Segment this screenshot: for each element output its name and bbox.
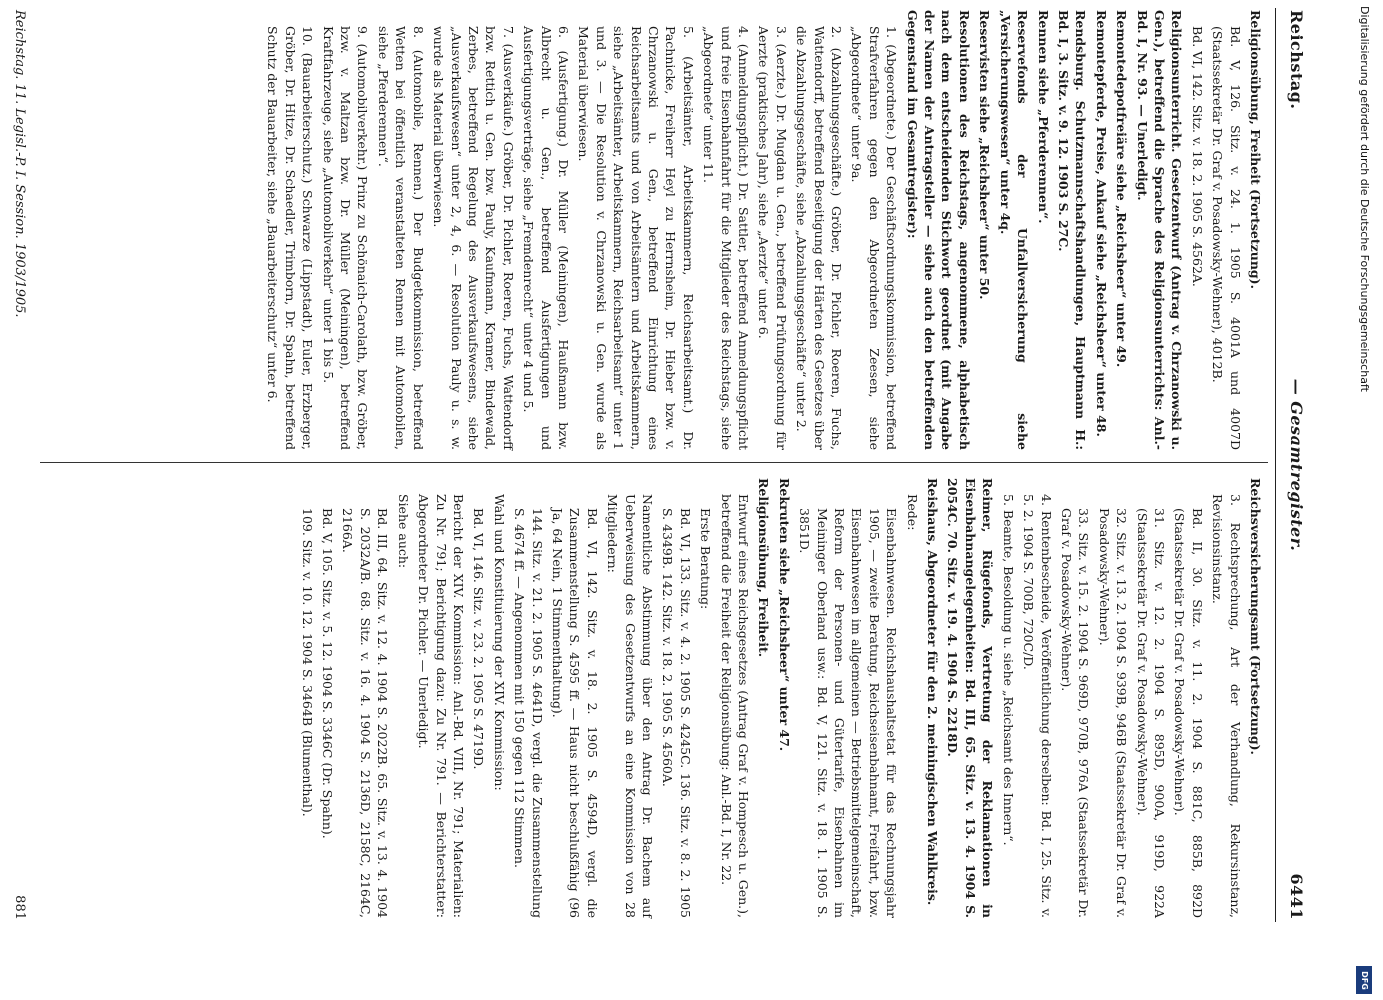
register-entry: Bd. II, 30. Sitz. v. 11. 2. 1904 S. 881C, 885B, 892D (Staatssekretär Dr. Graf v. Posadowsky-Wehner). (1172, 508, 1205, 918)
register-entry: Religionsübung, Freiheit (Fortsetzung). (1248, 10, 1263, 289)
credit-text: Digitalisierung gefördert durch die Deutsche Forschungsgemeinschaft (1358, 6, 1371, 392)
right-column (295, 478, 1264, 918)
register-entry: 9. (Automobilverkehr.) Prinz zu Schönaich-Carolath, bzw. Gröber, bzw. v. Maltzan bzw. Dr. Müller (Meiningen), betreffend Kraftfahrzeuge, siehe „Automobilverkehr“ unter 1 bis 5. (320, 26, 371, 450)
register-entry: Erste Beratung: (698, 508, 714, 610)
register-entry: 1. (Abgeordnete.) Der Geschäftsordnungskommission, betreffend Strafverfahren gegen den Abgeordneten Zeesen, siehe „Abgeordnete“ unter 9a. (849, 26, 900, 450)
register-entry: 33. Sitz. v. 15. 2. 1904 S. 969D, 970B, 976A (Staatssekretär Dr. Graf v. Posadowsky-Wehner). (1058, 508, 1092, 918)
register-entry: Bd. III, 64. Sitz. v. 12. 4. 1904 S. 2022B. 65. Sitz. v. 13. 4. 1904 S. 2032A/B. 68. Sitz. v. 16. 4. 1904 S. 2136D, 2158C, 2164C, 2166A. (340, 508, 391, 918)
register-entry: Religionsunterricht. Gesetzentwurf (Antrag v. Chrzanowski u. Gen.), betreffend die Sprache des Religionsunterrichts: Anl.-Bd. I, Nr. 93. — Unerledigt. (1134, 10, 1185, 450)
register-entry: Reservisten siehe „Reichsheer“ unter 50. (977, 10, 993, 300)
register-entry: 4. (Anmeldungspflicht.) Dr. Sattler, betreffend Anmeldungspflicht und freie Eisenbahnfahrt für die Mitglieder des Reichstags, siehe „Abgeordnete“ unter 11. (701, 26, 752, 450)
register-entry: 6. (Ausfertigung.) Dr. Müller (Meiningen), Haußmann bzw. Albrecht u. Gen., betreffend Ausfertigungen und Ausfertigungsverträge, siehe „Fremdenrecht“ unter 4 und 5. (521, 26, 571, 450)
register-entry: Bd. VI, 142. Sitz. v. 18. 2. 1905 S. 4562A. (1189, 26, 1205, 287)
register-entry: Rendsburg. Schutzmannschaftshandlungen, Hauptmann H.: Bd. I, 3. Sitz. v. 9. 12. 1903 S. 27C. (1055, 10, 1089, 450)
register-entry: 7. (Ausverkäufe.) Gröber, Dr. Pichler, Roeren, Fuchs, Wattendorff bzw. Rettich u. Gen. bzw. Pauly, Kaufmann, Kramer, Bindewald, Zerbes, betreffend Regelung des Ausverkaufswesens, siehe „Ausverkaufswesen“ unter 2, 4, 6. — Resolution Pauly u. s. w. wurde als Material überwiesen. (431, 26, 516, 450)
dfg-logo-text: DFG (1359, 970, 1369, 990)
register-entry: Rede: (904, 494, 920, 531)
register-entry: 3. (Aerzte.) Dr. Mugdan u. Gen., betreffend Prüfungsordnung für Aerzte (praktisches Jahr), siehe „Aerzte“ unter 6. (756, 26, 789, 450)
running-head-center: — Gesamtregister. (1287, 378, 1306, 552)
footer-imprint: Reichstag. 11. Legisl.-P. I. Session. 1903/1905. (12, 10, 27, 318)
register-entry: Reichsversicherungsamt (Fortsetzung). (1248, 478, 1263, 755)
register-entry: Resolutionen des Reichstags, angenommene, alphabetisch nach dem entscheidenden Stichwort geordnet (mit Angabe der Namen der Antragsteller — siehe auch den betreffenden Gegenstand im Gesamtregister): (904, 10, 972, 450)
register-entry: Wahl und Konstituierung der XIV. Kommission: (491, 494, 507, 791)
register-entry: Bericht der XIV. Kommission: Anl.-Bd. VIII, Nr. 791; Materialien: Zu Nr. 791; Berichtigung dazu: Zu Nr. 791. — Berichterstatter: Abgeordneter Dr. Pichler. — Unerledigt. (416, 494, 466, 918)
register-entry: 4. Rentenbescheide, Veröffentlichung derselben: Bd. I, 25. Sitz. v. 5. 2. 1904 S. 700B, 720C/D. (1021, 494, 1054, 918)
register-entry: 5. Beamte, Besoldung u. siehe „Reichsamt des Innern“. (1000, 494, 1016, 846)
register-entry: Remontepferde, Preise, Ankauf siehe „Reichsheer“ unter 48. (1093, 10, 1109, 437)
register-entry: Namentliche Abstimmung über den Antrag Dr. Bachem auf Ueberweisung des Gesetzentwurfs an eine Kommission von 28 Mitgliedern: (605, 494, 655, 918)
column-divider (40, 462, 1268, 463)
register-entry: Reservefonds der Unfallversicherung siehe „Versicherungswesen“ unter 4q. (997, 10, 1031, 450)
register-entry: 144. Sitz. v. 21. 2. 1905 S. 4641D, vergl. die Zusammenstellung S. 4674 ff. — Angenommen mit 150 gegen 112 Stimmen. (512, 508, 545, 918)
header-rule (1275, 8, 1276, 922)
register-entry: 109. Sitz. v. 10. 12. 1904 S. 3464B (Blumenthal). (299, 508, 315, 817)
running-head-left: Reichstag. (1287, 10, 1306, 110)
register-entry: Siehe auch: (395, 494, 411, 569)
register-entry: 5. (Arbeitsämter, Arbeitskammern, Reichsarbeitsamt.) Dr. Pachnicke, Freiherr Heyl zu Herrnsheim, Dr. Hieber bzw. v. Chrzanowski u. Gen., betreffend Einrichtung eines Reichsarbeitsamts und von Arbeitsämtern und Arbeitskammern, siehe „Arbeitsämter, Arbeitskammern, Reichsarbeitsamt“ unter 1 und 3. — Die Resolution v. Chrzanowski u. Gen. wurde als Material überwiesen. (576, 26, 696, 450)
register-entry: Entwurf eines Reichsgesetzes (Antrag Graf v. Hompesch u. Gen.), betreffend die Freiheit der Religionsübung: Anl.-Bd. I, Nr. 22. (718, 494, 752, 918)
register-entry: 10. (Bauarbeiterschutz.) Schwarze (Lippstadt), Euler, Erzberger, Gröber, Dr. Hitze, Dr. Schaedler, Trimborn, Dr. Spahn, betreffend Schutz der Bauarbeiter, siehe „Bauarbeiterschutz“ unter 6. (265, 26, 316, 450)
register-entry: Religionsübung, Freiheit. (756, 478, 772, 658)
digitization-credit (1352, 0, 1376, 1000)
register-entry: Rekruten siehe „Reichsheer“ unter 47. (776, 478, 792, 752)
register-entry: 2. (Abzahlungsgeschäfte.) Gröber, Dr. Pichler, Roeren, Fuchs, Wattendorff, betreffend Beseitigung der Härten des Gesetzes über die Abzahlungsgeschäfte, siehe „Abzahlungsgeschäfte“ unter 2. (794, 26, 845, 450)
register-entry: Bd. V, 105. Sitz. v. 5. 12. 1904 S. 3346C (Dr. Spahn). (320, 508, 336, 839)
register-entry: Reishaus, Abgeordneter für den 2. meiningischen Wahlkreis. (925, 478, 941, 906)
register-entry: 3. Rechtsprechung, Art der Verhandlung, Rekursinstanz, Revisionsinstanz. (1210, 494, 1243, 918)
register-entry: 32. Sitz. v. 13. 2. 1904 S. 939B, 946B (Staatssekretär Dr. Graf v. Posadowsky-Wehner). (1096, 508, 1130, 918)
register-entry: 8. (Automobile, Rennen.) Der Budgetkommission, betreffend Wetten bei öffentlich veranstalteten Rennen mit Automobilen, siehe „Pferderennen“. (375, 26, 426, 450)
register-entry: Eisenbahnwesen. Reichshaushaltsetat für das Rechnungsjahr 1905, — zweite Beratung, Reichseisenbahnamt, Freifahrt, bzw. Eisenbahnwesen im allgemeinen — Betriebsmittelgemeinschaft, Reform der Personen- und Gütertarife, Eisenbahnen im Meininger Oberland usw.: Bd. V, 121. Sitz. v. 18. 1. 1905 S. 3851D. (797, 508, 900, 918)
page-number-top: 6441 (1287, 873, 1306, 920)
register-entry: Bd. VI, 133. Sitz. v. 4. 2. 1905 S. 4245C. 136. Sitz. v. 8. 2. 1905 S. 4349B. 142. Sitz. v. 18. 2. 1905 S. 4560A. (660, 508, 693, 918)
register-entry: Bd. V, 126. Sitz. v. 24. 1. 1905 S. 4001A und 4007D (Staatssekretär Dr. Graf v. Posadowsky-Wehner), 4012B. (1210, 26, 1243, 450)
dfg-logo (1356, 966, 1372, 994)
register-entry: Bd. VI, 146. Sitz. v. 23. 2. 1905 S. 4719D. (471, 508, 487, 770)
register-entry: Reimer, Rügefonds, Vertretung der Reklamationen in Eisenbahnangelegenheiten: Bd. III, 65. Sitz. v. 13. 4. 1904 S. 2054C. 70. Sitz. v. 19. 4. 1904 S. 2218D. (945, 478, 996, 918)
register-entry: Remontedepotfreiäre siehe „Reichsheer“ unter 49. (1114, 10, 1130, 368)
footer-page-number: 881 (12, 895, 27, 920)
left-column (261, 10, 1264, 450)
register-entry: 31. Sitz. v. 12. 2. 1904 S. 895D, 900A, 919D, 922A (Staatssekretär Dr. Graf v. Posadowsky-Wehner). (1134, 508, 1167, 918)
register-entry: Bd. VI, 142. Sitz. v. 18. 2. 1905 S. 4594D, vergl. die Zusammenstellung S. 4595 ff. — Haus nicht beschlußfähig (96 Ja, 64 Nein, 1 Stimmenthaltung). (549, 508, 600, 918)
register-entry: Rennen siehe „Pferderennen“. (1035, 10, 1051, 224)
